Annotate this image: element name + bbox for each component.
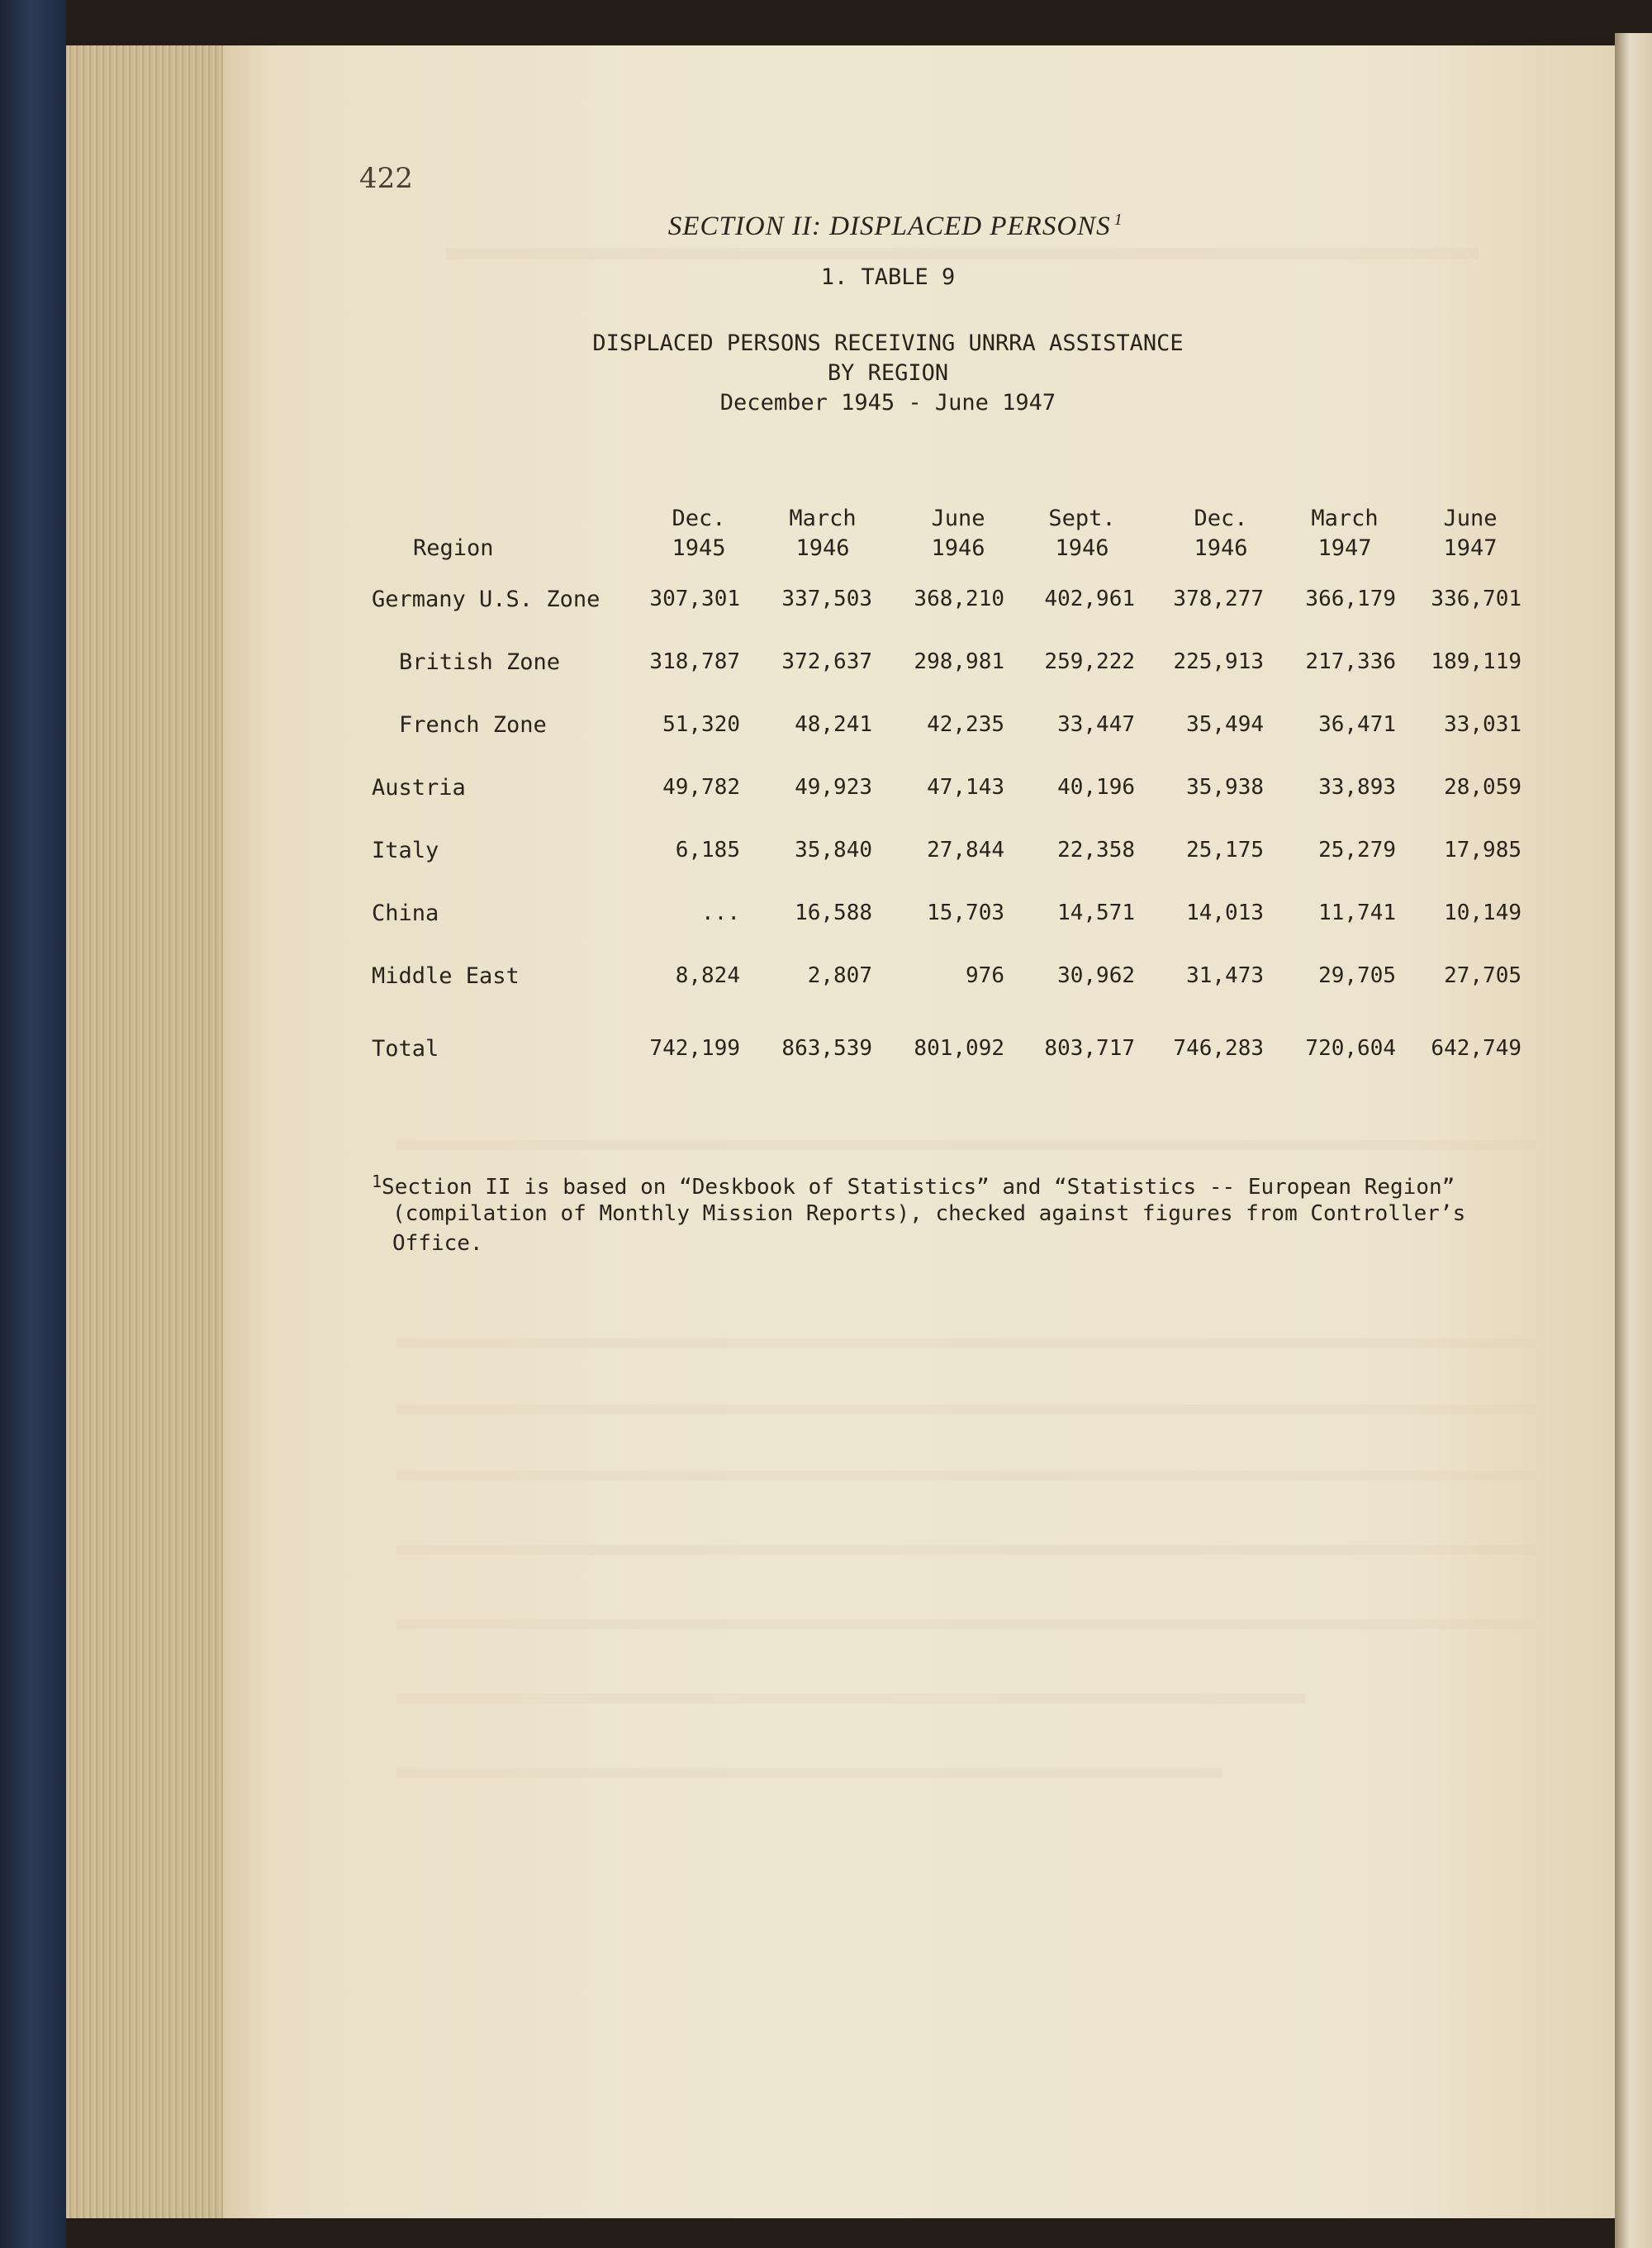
table-row-cell: 11,741 — [1318, 901, 1396, 925]
footnote-mark: 1 — [372, 1172, 382, 1191]
table-row-cell: 366,179 — [1305, 587, 1396, 611]
col-header-month: June — [1443, 506, 1498, 531]
table-row-label: Austria — [372, 775, 466, 801]
table-row-cell: 6,185 — [675, 838, 740, 863]
table-row-cell: 10,149 — [1444, 901, 1521, 925]
table-row-cell: 48,241 — [795, 712, 872, 737]
col-header-month: March — [1311, 506, 1379, 531]
page-number: 422 — [359, 162, 413, 195]
table-row-cell: 49,782 — [662, 775, 740, 800]
table-row-label: China — [372, 901, 439, 926]
col-header-year: 1946 — [1055, 535, 1109, 561]
footnote-text: Section II is based on “Deskbook of Statistics” and “Statistics -- European Region” — [382, 1175, 1455, 1200]
table-row-label: Italy — [372, 838, 439, 863]
table-row-label: French Zone — [399, 712, 547, 738]
table-row-cell: 30,962 — [1057, 963, 1135, 988]
footnote-line1 — [372, 1172, 1455, 1200]
table-row-cell: 378,277 — [1173, 587, 1264, 611]
table-row-cell: 35,494 — [1186, 712, 1264, 737]
table-row-label: Middle East — [372, 963, 520, 989]
footnote-line3: Office. — [392, 1231, 483, 1256]
col-header-year: 1946 — [931, 535, 985, 561]
table-row-cell: 298,981 — [914, 649, 1004, 674]
col-header-year: 1945 — [672, 535, 726, 561]
page-stack-edge — [66, 45, 231, 2218]
table-row-cell: 368,210 — [914, 587, 1004, 611]
col-header-month: Dec. — [1194, 506, 1248, 531]
table-row-cell: 976 — [966, 963, 1004, 988]
col-header-month: Sept. — [1048, 506, 1116, 531]
footnote-line2: (compilation of Monthly Mission Reports), checked against figures from Controller’s — [392, 1201, 1466, 1226]
facing-page-edge — [1615, 33, 1652, 2248]
region-column-header: Region — [413, 535, 494, 561]
table-row-cell: 35,938 — [1186, 775, 1264, 800]
table-row-cell: 16,588 — [795, 901, 872, 925]
table-row-cell: 336,701 — [1431, 587, 1521, 611]
table-row-cell: 33,893 — [1318, 775, 1396, 800]
col-header-year: 1947 — [1443, 535, 1498, 561]
col-header-month: June — [931, 506, 985, 531]
col-header-year: 1947 — [1317, 535, 1372, 561]
table-row-cell: 217,336 — [1305, 649, 1396, 674]
section-footnote-mark: 1 — [1113, 211, 1123, 229]
section-title — [363, 180, 1412, 242]
table-row-cell: 14,571 — [1057, 901, 1135, 925]
table-row-label: British Zone — [399, 649, 561, 675]
book-cover-edge — [0, 0, 66, 2248]
table-row-cell: 28,059 — [1444, 775, 1521, 800]
table-row-cell: 2,807 — [807, 963, 872, 988]
table-row-cell: 318,787 — [649, 649, 740, 674]
table-row-cell: 25,175 — [1186, 838, 1264, 863]
section-title-text: SECTION II: DISPLACED PERSONS — [667, 211, 1111, 241]
col-header-month: Dec. — [672, 506, 726, 531]
table-row-cell: 51,320 — [662, 712, 740, 737]
table-label: 1. TABLE 9 — [820, 264, 956, 290]
table-row-cell: 225,913 — [1173, 649, 1264, 674]
total-row-cell: 742,199 — [649, 1036, 740, 1061]
table-row-cell: 25,279 — [1318, 838, 1396, 863]
table-row-cell: ... — [701, 901, 740, 925]
table-row-cell: 189,119 — [1431, 649, 1521, 674]
table-row-cell: 27,844 — [927, 838, 1004, 863]
table-row-cell: 31,473 — [1186, 963, 1264, 988]
table-row-cell: 15,703 — [927, 901, 1004, 925]
table-row-cell: 35,840 — [795, 838, 872, 863]
total-row-label: Total — [372, 1036, 439, 1062]
table-row-cell: 29,705 — [1318, 963, 1396, 988]
total-row-cell: 642,749 — [1431, 1036, 1521, 1061]
total-row-cell: 746,283 — [1173, 1036, 1264, 1061]
table-row-cell: 14,013 — [1186, 901, 1264, 925]
col-header-year: 1946 — [795, 535, 850, 561]
col-header-year: 1946 — [1194, 535, 1248, 561]
col-header-month: March — [789, 506, 857, 531]
table-row-cell: 259,222 — [1044, 649, 1135, 674]
table-row-cell: 8,824 — [675, 963, 740, 988]
table-row-cell: 49,923 — [795, 775, 872, 800]
table-row-cell: 36,471 — [1318, 712, 1396, 737]
total-row-cell: 801,092 — [914, 1036, 1004, 1061]
total-row-cell: 863,539 — [781, 1036, 872, 1061]
total-row-cell: 720,604 — [1305, 1036, 1396, 1061]
table-row-label: Germany U.S. Zone — [372, 587, 601, 612]
table-row-cell: 33,031 — [1444, 712, 1521, 737]
table-row-cell: 307,301 — [649, 587, 740, 611]
table-row-cell: 27,705 — [1444, 963, 1521, 988]
table-title-line1: DISPLACED PERSONS RECEIVING UNRRA ASSISTANCE — [592, 330, 1184, 356]
table-row-cell: 47,143 — [927, 775, 1004, 800]
table-row-cell: 402,961 — [1044, 587, 1135, 611]
table-row-cell: 33,447 — [1057, 712, 1135, 737]
table-title-line2: BY REGION — [827, 360, 949, 386]
table-row-cell: 337,503 — [781, 587, 872, 611]
table-row-cell: 372,637 — [781, 649, 872, 674]
table-row-cell: 22,358 — [1057, 838, 1135, 863]
table-row-cell: 42,235 — [927, 712, 1004, 737]
table-row-cell: 40,196 — [1057, 775, 1135, 800]
table-date-range: December 1945 - June 1947 — [719, 390, 1056, 416]
table-row-cell: 17,985 — [1444, 838, 1521, 863]
total-row-cell: 803,717 — [1044, 1036, 1135, 1061]
